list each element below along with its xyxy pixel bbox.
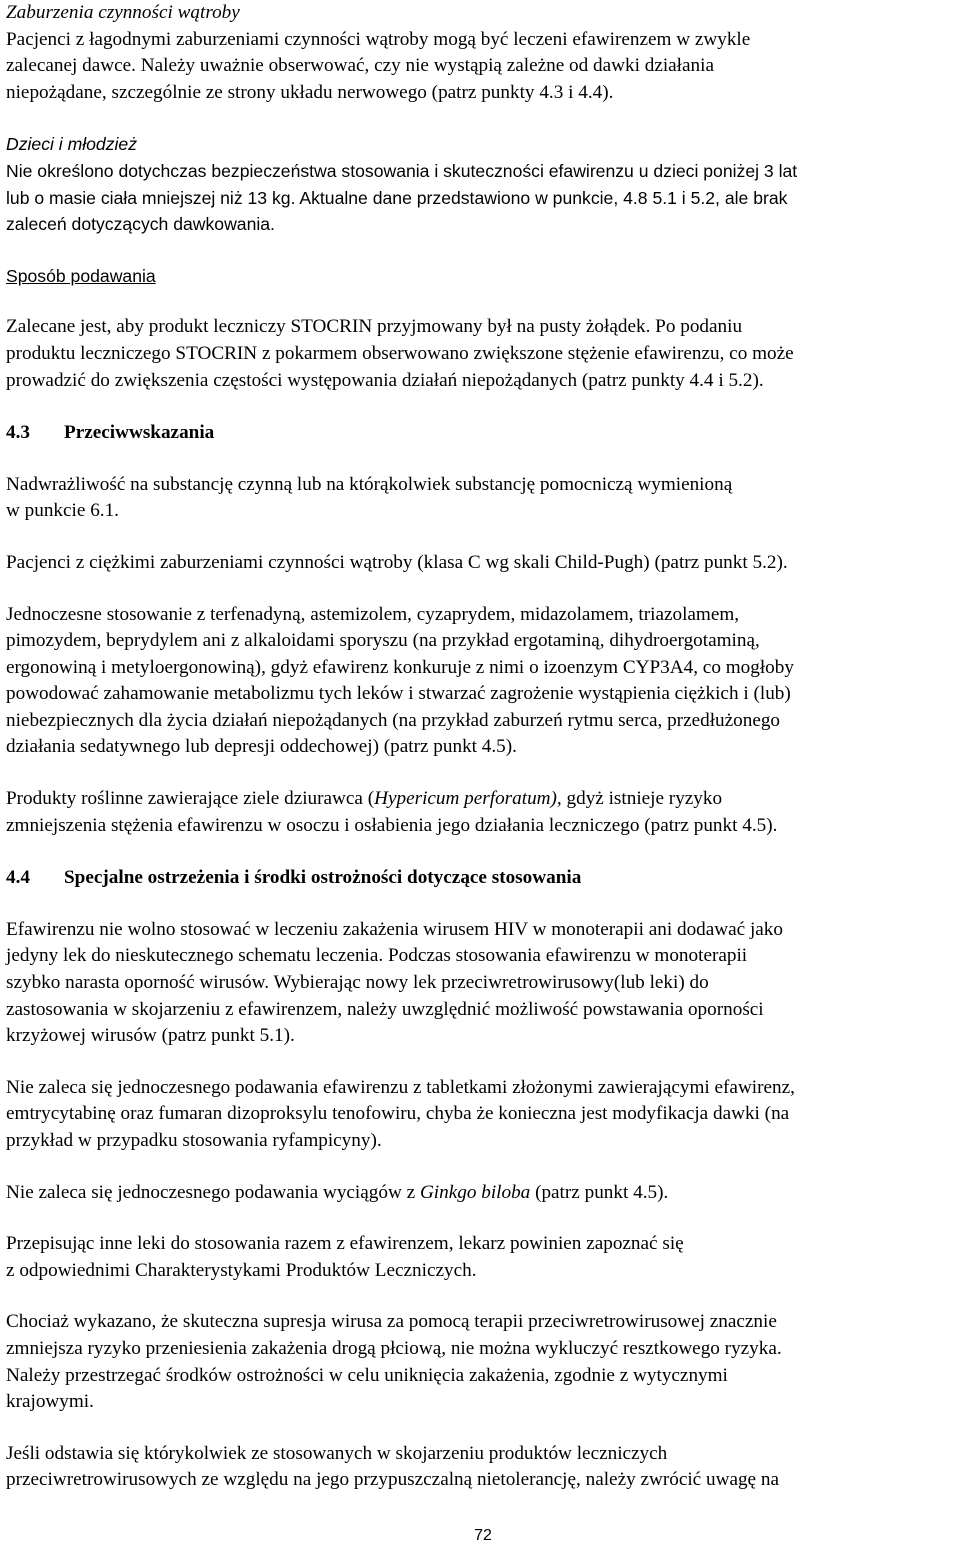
text-line <box>6 786 954 813</box>
text-line: zalecanej dawce. Należy uważnie obserwować, czy nie wystąpią zależne od dawki działania <box>6 55 714 77</box>
warning-combination-tablets <box>6 1075 954 1155</box>
contraindication-hypersensitivity <box>6 472 954 525</box>
liver-impairment-heading: Zaburzenia czynności wątroby <box>6 2 240 23</box>
text-line: niebezpiecznych dla życia działań niepożądanych (na przykład zaburzeń rytmu serca, przedłużonego <box>6 709 781 731</box>
warning-monotherapy <box>6 917 954 1050</box>
text-line: krzyżowej wirusów (patrz punkt 5.1). <box>6 1025 295 1047</box>
section-number: 4.4 <box>6 867 30 889</box>
text-run: Nie zaleca się jednoczesnego podawania wyciągów z <box>6 1181 420 1203</box>
warning-discontinuation <box>6 1441 954 1494</box>
text-line: z odpowiednimi Charakterystykami Produktów Leczniczych. <box>6 1259 477 1281</box>
text-run: (patrz punkt 4.5). <box>530 1181 669 1203</box>
page-number: 72 <box>474 1527 492 1544</box>
text-line: jedyny lek do nieskutecznego schematu leczenia. Podczas stosowania efawirenzu w monoterapii <box>6 945 748 967</box>
section-number: 4.3 <box>6 422 30 444</box>
contraindication-liver <box>6 550 954 577</box>
text-line: w punkcie 6.1. <box>6 500 119 522</box>
warning-ginkgo <box>6 1180 954 1207</box>
section-4-3-heading <box>6 420 954 447</box>
text-line: lub o masie ciała mniejszej niż 13 kg. Aktualne dane przedstawiono w punkcie, 4.8 5.1 i 5.2, ale brak <box>6 187 788 208</box>
text-line: krajowymi. <box>6 1391 94 1413</box>
text-line: powodować zahamowanie metabolizmu tych leków i stwarzać zagrożenie wystąpienia ciężkich i (lub) <box>6 683 791 705</box>
text-line: Pacjenci z ciężkimi zaburzeniami czynności wątroby (klasa C wg skali Child-Pugh) (patrz punkt 5.2). <box>6 551 788 573</box>
text-line: przeciwretrowirusowych ze względu na jego przypuszczalną nietolerancję, należy zwrócić uwagę na <box>6 1469 779 1491</box>
text-line <box>6 1180 954 1207</box>
text-line: Jednoczesne stosowanie z terfenadyną, astemizolem, cyzaprydem, midazolamem, triazolamem, <box>6 603 740 625</box>
text-line: niepożądane, szczególnie ze strony układu nerwowego (patrz punkty 4.3 i 4.4). <box>6 81 614 103</box>
section-title: Przeciwwskazania <box>64 422 215 444</box>
text-line: pimozydem, beprydylem ani z alkaloidami sporyszu (na przykład ergotaminą, dihydroergotaminą, <box>6 630 760 652</box>
administration-heading: Sposób podawania <box>6 265 156 286</box>
text-line: szybko narasta oporność wirusów. Wybierając nowy lek przeciwretrowirusowy(lub leki) do <box>6 972 709 994</box>
contraindication-st-johns-wort <box>6 786 954 839</box>
text-line: Pacjenci z łagodnymi zaburzeniami czynności wątroby mogą być leczeni efawirenzem w zwykle <box>6 28 751 50</box>
text-line: Zalecane jest, aby produkt leczniczy STOCRIN przyjmowany był na pusty żołądek. Po podaniu <box>6 316 743 338</box>
text-line: zastosowania w skojarzeniu z efawirenzem, należy uwzględnić możliwość powstawania oporności <box>6 998 764 1020</box>
text-line: Jeśli odstawia się którykolwiek ze stosowanych w skojarzeniu produktów leczniczych <box>6 1442 668 1464</box>
text-line: zaleceń dotyczących dawkowania. <box>6 214 275 235</box>
text-line: produktu leczniczego STOCRIN z pokarmem obserwowano zwiększone stężenie efawirenzu, co może <box>6 342 794 364</box>
text-line: ergonowiną i metyloergonowiną), gdyż efawirenz konkuruje z nimi o izoenzym CYP3A4, co mogłoby <box>6 656 794 678</box>
latin-name: Ginkgo biloba <box>419 1181 531 1203</box>
section-4-4-heading <box>6 865 954 892</box>
children-paragraph <box>6 158 954 238</box>
warning-other-medicines <box>6 1231 954 1284</box>
liver-impairment-paragraph <box>6 27 954 107</box>
text-line: przykład w przypadku stosowania ryfampicyny). <box>6 1130 382 1151</box>
text-line: zmniejszenia stężenia efawirenzu w osoczu i osłabienia jego działania leczniczego (patrz punkt 4.5). <box>6 814 778 836</box>
text-run: gdyż istnieje ryzyko <box>561 788 723 810</box>
latin-name: Hypericum perforatum), <box>374 788 562 810</box>
text-line: Chociaż wykazano, że skuteczna supresja wirusa za pomocą terapii przeciwretrowirusowej znacznie <box>6 1311 777 1333</box>
document-body <box>6 0 954 1494</box>
text-line: Należy przestrzegać środków ostrożności w celu uniknięcia zakażenia, zgodnie z wytycznymi <box>6 1364 728 1386</box>
text-line: prowadzić do zwiększenia częstości występowania działań niepożądanych (patrz punkty 4.4 i 5.2). <box>6 369 764 391</box>
text-line: Nadwrażliwość na substancję czynną lub na którąkolwiek substancję pomocniczą wymienioną <box>6 473 733 495</box>
warning-transmission <box>6 1309 954 1415</box>
section-title: Specjalne ostrzeżenia i środki ostrożności dotyczące stosowania <box>64 867 582 889</box>
children-heading: Dzieci i młodzież <box>6 134 138 155</box>
children-block <box>6 131 954 237</box>
administration-paragraph <box>6 314 954 394</box>
text-line: Efawirenzu nie wolno stosować w leczeniu zakażenia wirusem HIV w monoterapii ani dodawać jako <box>6 918 783 940</box>
contraindication-coadministration <box>6 602 954 762</box>
text-run: Produkty roślinne zawierające ziele dziurawca ( <box>6 788 375 810</box>
text-line: zmniejsza ryzyko przeniesienia zakażenia drogą płciową, nie można wykluczyć resztkowego ryzyka. <box>6 1337 782 1359</box>
text-line: działania sedatywnego lub depresji oddechowej) (patrz punkt 4.5). <box>6 736 517 758</box>
text-line: Nie określono dotychczas bezpieczeństwa stosowania i skuteczności efawirenzu u dzieci poniżej 3 lat <box>6 160 798 181</box>
text-line: emtrycytabinę oraz fumaran dizoproksylu tenofowiru, chyba że konieczna jest modyfikacja dawki (na <box>6 1103 790 1125</box>
text-line: Przepisując inne leki do stosowania razem z efawirenzem, lekarz powinien zapoznać się <box>6 1233 684 1255</box>
text-line: Nie zaleca się jednoczesnego podawania efawirenzu z tabletkami złożonymi zawierającymi efawirenz, <box>6 1076 795 1098</box>
